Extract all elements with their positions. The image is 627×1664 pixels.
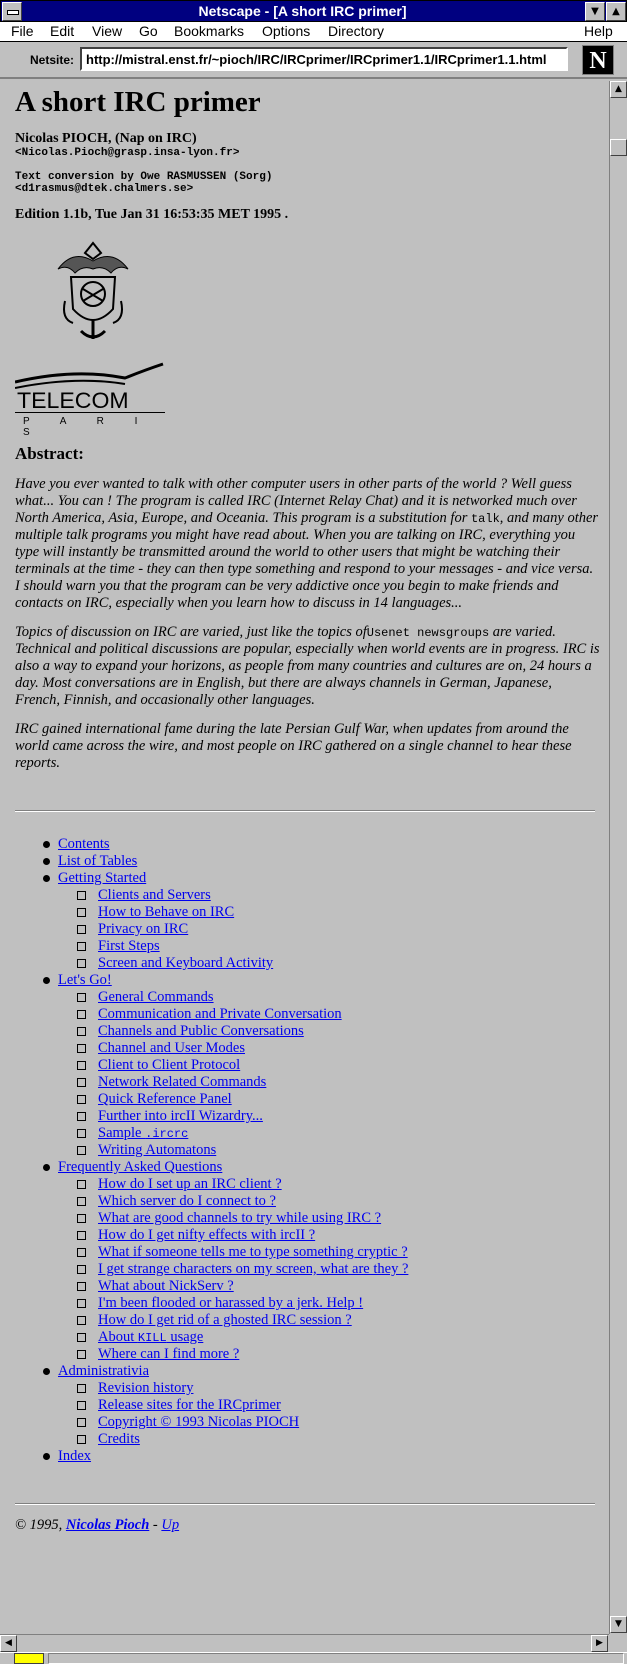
- toc-subitem: [58, 989, 609, 1006]
- toc-subitem: [58, 938, 609, 955]
- window-title: Netscape - [A short IRC primer]: [198, 3, 407, 19]
- vertical-scroll-thumb[interactable]: [610, 139, 627, 156]
- toc-subitem: [58, 1023, 609, 1040]
- table-of-contents: [15, 836, 609, 1465]
- toc-subitem: [58, 1414, 609, 1431]
- toc-subitem: [58, 955, 609, 972]
- toc-link-sample-ircrc[interactable]: Sample .ircrc: [98, 1125, 189, 1141]
- toc-link[interactable]: Network Related Commands: [98, 1074, 267, 1090]
- toc-link[interactable]: Screen and Keyboard Activity: [98, 955, 274, 971]
- toc-link[interactable]: Channels and Public Conversations: [98, 1023, 304, 1039]
- menu-view[interactable]: View: [92, 23, 123, 39]
- toc-link[interactable]: What about NickServ ?: [98, 1278, 234, 1294]
- toc-item: [15, 836, 609, 853]
- toc-subitem: [58, 1244, 609, 1261]
- toc-subitem: [58, 1431, 609, 1448]
- toc-subitem: [58, 1091, 609, 1108]
- divider: [15, 1503, 595, 1505]
- toc-link[interactable]: Clients and Servers: [98, 887, 211, 903]
- menu-file[interactable]: File: [11, 23, 34, 39]
- toc-link[interactable]: Credits: [98, 1431, 140, 1447]
- menu-bookmarks[interactable]: Bookmarks: [174, 23, 245, 39]
- toc-link-lets-go[interactable]: Let's Go!: [58, 972, 112, 988]
- toc-subitem: [58, 1125, 609, 1142]
- toc-subitem: [58, 1397, 609, 1414]
- page-footer: © 1995, Nicolas Pioch - Up: [15, 1517, 180, 1533]
- toc-item: [15, 853, 609, 870]
- toc-link-contents[interactable]: Contents: [58, 836, 110, 852]
- menu-help[interactable]: Help: [584, 23, 613, 39]
- url-input[interactable]: http://mistral.enst.fr/~pioch/IRC/IRCprimer/IRCprimer1.1/IRCprimer1.1.html: [80, 47, 568, 71]
- toc-link[interactable]: I get strange characters on my screen, what are they ?: [98, 1261, 409, 1277]
- toc-link[interactable]: How to Behave on IRC: [98, 904, 235, 920]
- status-field: [48, 1653, 624, 1664]
- scroll-corner: [609, 1634, 627, 1652]
- toc-subitem: [58, 1278, 609, 1295]
- menu-edit[interactable]: Edit: [50, 23, 75, 39]
- toc-item: [15, 1363, 609, 1448]
- toc-link[interactable]: Which server do I connect to ?: [98, 1193, 276, 1209]
- toc-link[interactable]: First Steps: [98, 938, 160, 954]
- school-crest-icon: [43, 239, 143, 349]
- toc-subitem: [58, 1006, 609, 1023]
- toc-subitem: [58, 1040, 609, 1057]
- scroll-down-button[interactable]: ▼: [610, 1616, 627, 1633]
- divider: [15, 810, 595, 812]
- toc-subitem: [58, 1312, 609, 1329]
- abstract-paragraph: Topics of discussion on IRC are varied, just like the topics ofUsenet newsgroups are varied. Technical and political discussions are popular, especially when world events are in progress. IRC is also a way to expand your horizons, as people from many countries and cultures are on, 24 hours a day. Most conversations are in English, but there are always channels in German, Japanese, French, Finnish, and occasionally other languages.: [15, 624, 600, 708]
- toc-subitem: [58, 1295, 609, 1312]
- toc-link[interactable]: What if someone tells me to type something cryptic ?: [98, 1244, 408, 1260]
- page-title: A short IRC primer: [15, 86, 261, 118]
- toc-link[interactable]: Client to Client Protocol: [98, 1057, 241, 1073]
- telecom-wordmark: TELECOM: [17, 388, 129, 413]
- toc-link-administrativia[interactable]: Administrativia: [58, 1363, 150, 1379]
- security-key-icon: [14, 1653, 44, 1664]
- paris-wordmark: P A R I S: [23, 416, 152, 438]
- horizontal-scrollbar[interactable]: [0, 1634, 609, 1652]
- maximize-button[interactable]: ▲: [606, 2, 626, 21]
- menu-directory[interactable]: Directory: [328, 23, 385, 39]
- author-line: Nicolas PIOCH, (Nap on IRC): [15, 131, 197, 146]
- toc-item: [15, 870, 609, 972]
- title-bar: [0, 0, 627, 22]
- toc-link-faq[interactable]: Frequently Asked Questions: [58, 1159, 223, 1175]
- toc-link[interactable]: How do I get rid of a ghosted IRC session ?: [98, 1312, 352, 1328]
- toc-link[interactable]: Further into ircII Wizardry...: [98, 1108, 263, 1124]
- toc-link[interactable]: How do I set up an IRC client ?: [98, 1176, 282, 1192]
- menu-bar: [0, 22, 627, 42]
- toc-subitem: [58, 921, 609, 938]
- toc-item: [15, 1448, 609, 1465]
- toc-link[interactable]: Revision history: [98, 1380, 194, 1396]
- menu-go[interactable]: Go: [139, 23, 158, 39]
- toc-subitem: [58, 887, 609, 904]
- abstract-paragraph: Have you ever wanted to talk with other computer users in other parts of the world ? Well guess what... You can ! The program is called IRC (Internet Relay Chat) and it is networked much over North America, Asia, Europe, and Oceania. This program is a substitution for talk, and many other multiple talk programs you might have read about. When you are talking on IRC, everything you type will instantly be transmitted around the world to other users that might be watching their terminals at the time - they can then type something and respond to your messages - and vice versa. I should warn you that the program can be very addictive once you begin to make friends and contacts on IRC, especially when you learn how to discuss in 14 languages...: [15, 476, 599, 611]
- conversion-email: <d1rasmus@dtek.chalmers.se>: [15, 183, 194, 195]
- toc-subitem: [58, 1329, 609, 1346]
- scroll-up-button[interactable]: ▲: [610, 81, 627, 98]
- netscape-logo-icon[interactable]: N: [582, 45, 614, 75]
- minimize-button[interactable]: ▼: [585, 2, 605, 21]
- toc-link[interactable]: General Commands: [98, 989, 214, 1005]
- toc-item: [15, 972, 609, 1159]
- abstract: [15, 476, 609, 772]
- toc-subitem: [58, 1380, 609, 1397]
- author-link[interactable]: Nicolas Pioch: [65, 1517, 150, 1533]
- author-email: <Nicolas.Pioch@grasp.insa-lyon.fr>: [15, 147, 240, 159]
- toc-link[interactable]: Channel and User Modes: [98, 1040, 245, 1056]
- telecom-paris-logo: [15, 362, 165, 438]
- toc-link-index[interactable]: Index: [58, 1448, 92, 1464]
- toc-subitem: [58, 1176, 609, 1193]
- toc-subitem: [58, 1108, 609, 1125]
- toc-subitem: [58, 904, 609, 921]
- toc-link[interactable]: Quick Reference Panel: [98, 1091, 232, 1107]
- menu-options[interactable]: Options: [262, 23, 311, 39]
- abstract-heading: Abstract:: [15, 444, 84, 463]
- toc-link[interactable]: Writing Automatons: [98, 1142, 217, 1158]
- toc-link[interactable]: Copyright © 1993 Nicolas PIOCH: [98, 1414, 300, 1430]
- toc-subitem: [58, 1142, 609, 1159]
- toc-subitem: [58, 1210, 609, 1227]
- toc-link[interactable]: What are good channels to try while using IRC ?: [98, 1210, 382, 1226]
- page-content: [0, 81, 609, 1634]
- toc-link[interactable]: I'm been flooded or harassed by a jerk. Help !: [98, 1295, 364, 1311]
- toc-link[interactable]: Where can I find more ?: [98, 1346, 240, 1362]
- toc-subitem: [58, 1074, 609, 1091]
- toc-subitem: [58, 1193, 609, 1210]
- up-link[interactable]: Up: [161, 1517, 180, 1533]
- toc-subitem: [58, 1227, 609, 1244]
- location-toolbar: [0, 43, 627, 79]
- status-bar: [0, 1652, 627, 1664]
- vertical-scrollbar[interactable]: [609, 81, 627, 1634]
- scroll-right-button[interactable]: ▶: [591, 1635, 608, 1652]
- toc-subitem: [58, 1057, 609, 1074]
- scroll-left-button[interactable]: ◀: [0, 1635, 17, 1652]
- netsite-label: Netsite:: [30, 53, 75, 67]
- toc-link[interactable]: Communication and Private Conversation: [98, 1006, 342, 1022]
- toc-link[interactable]: Release sites for the IRCprimer: [98, 1397, 281, 1413]
- toc-link-about-kill[interactable]: About KILL usage: [98, 1329, 204, 1345]
- system-menu-button[interactable]: [2, 2, 22, 21]
- abstract-paragraph: IRC gained international fame during the late Persian Gulf War, when updates from around the world came across the wire, and most people on IRC gathered on a single channel to hear these reports.: [15, 721, 572, 771]
- toc-link[interactable]: How do I get nifty effects with ircII ?: [98, 1227, 316, 1243]
- conversion-line: Text conversion by Owe RASMUSSEN (Sorg): [15, 171, 273, 183]
- toc-item: [15, 1159, 609, 1363]
- toc-link[interactable]: Privacy on IRC: [98, 921, 189, 937]
- edition-line: Edition 1.1b, Tue Jan 31 16:53:35 MET 1995 .: [15, 207, 289, 222]
- toc-link-list-of-tables[interactable]: List of Tables: [58, 853, 138, 869]
- toc-subitem: [58, 1261, 609, 1278]
- toc-link-getting-started[interactable]: Getting Started: [58, 870, 147, 886]
- toc-subitem: [58, 1346, 609, 1363]
